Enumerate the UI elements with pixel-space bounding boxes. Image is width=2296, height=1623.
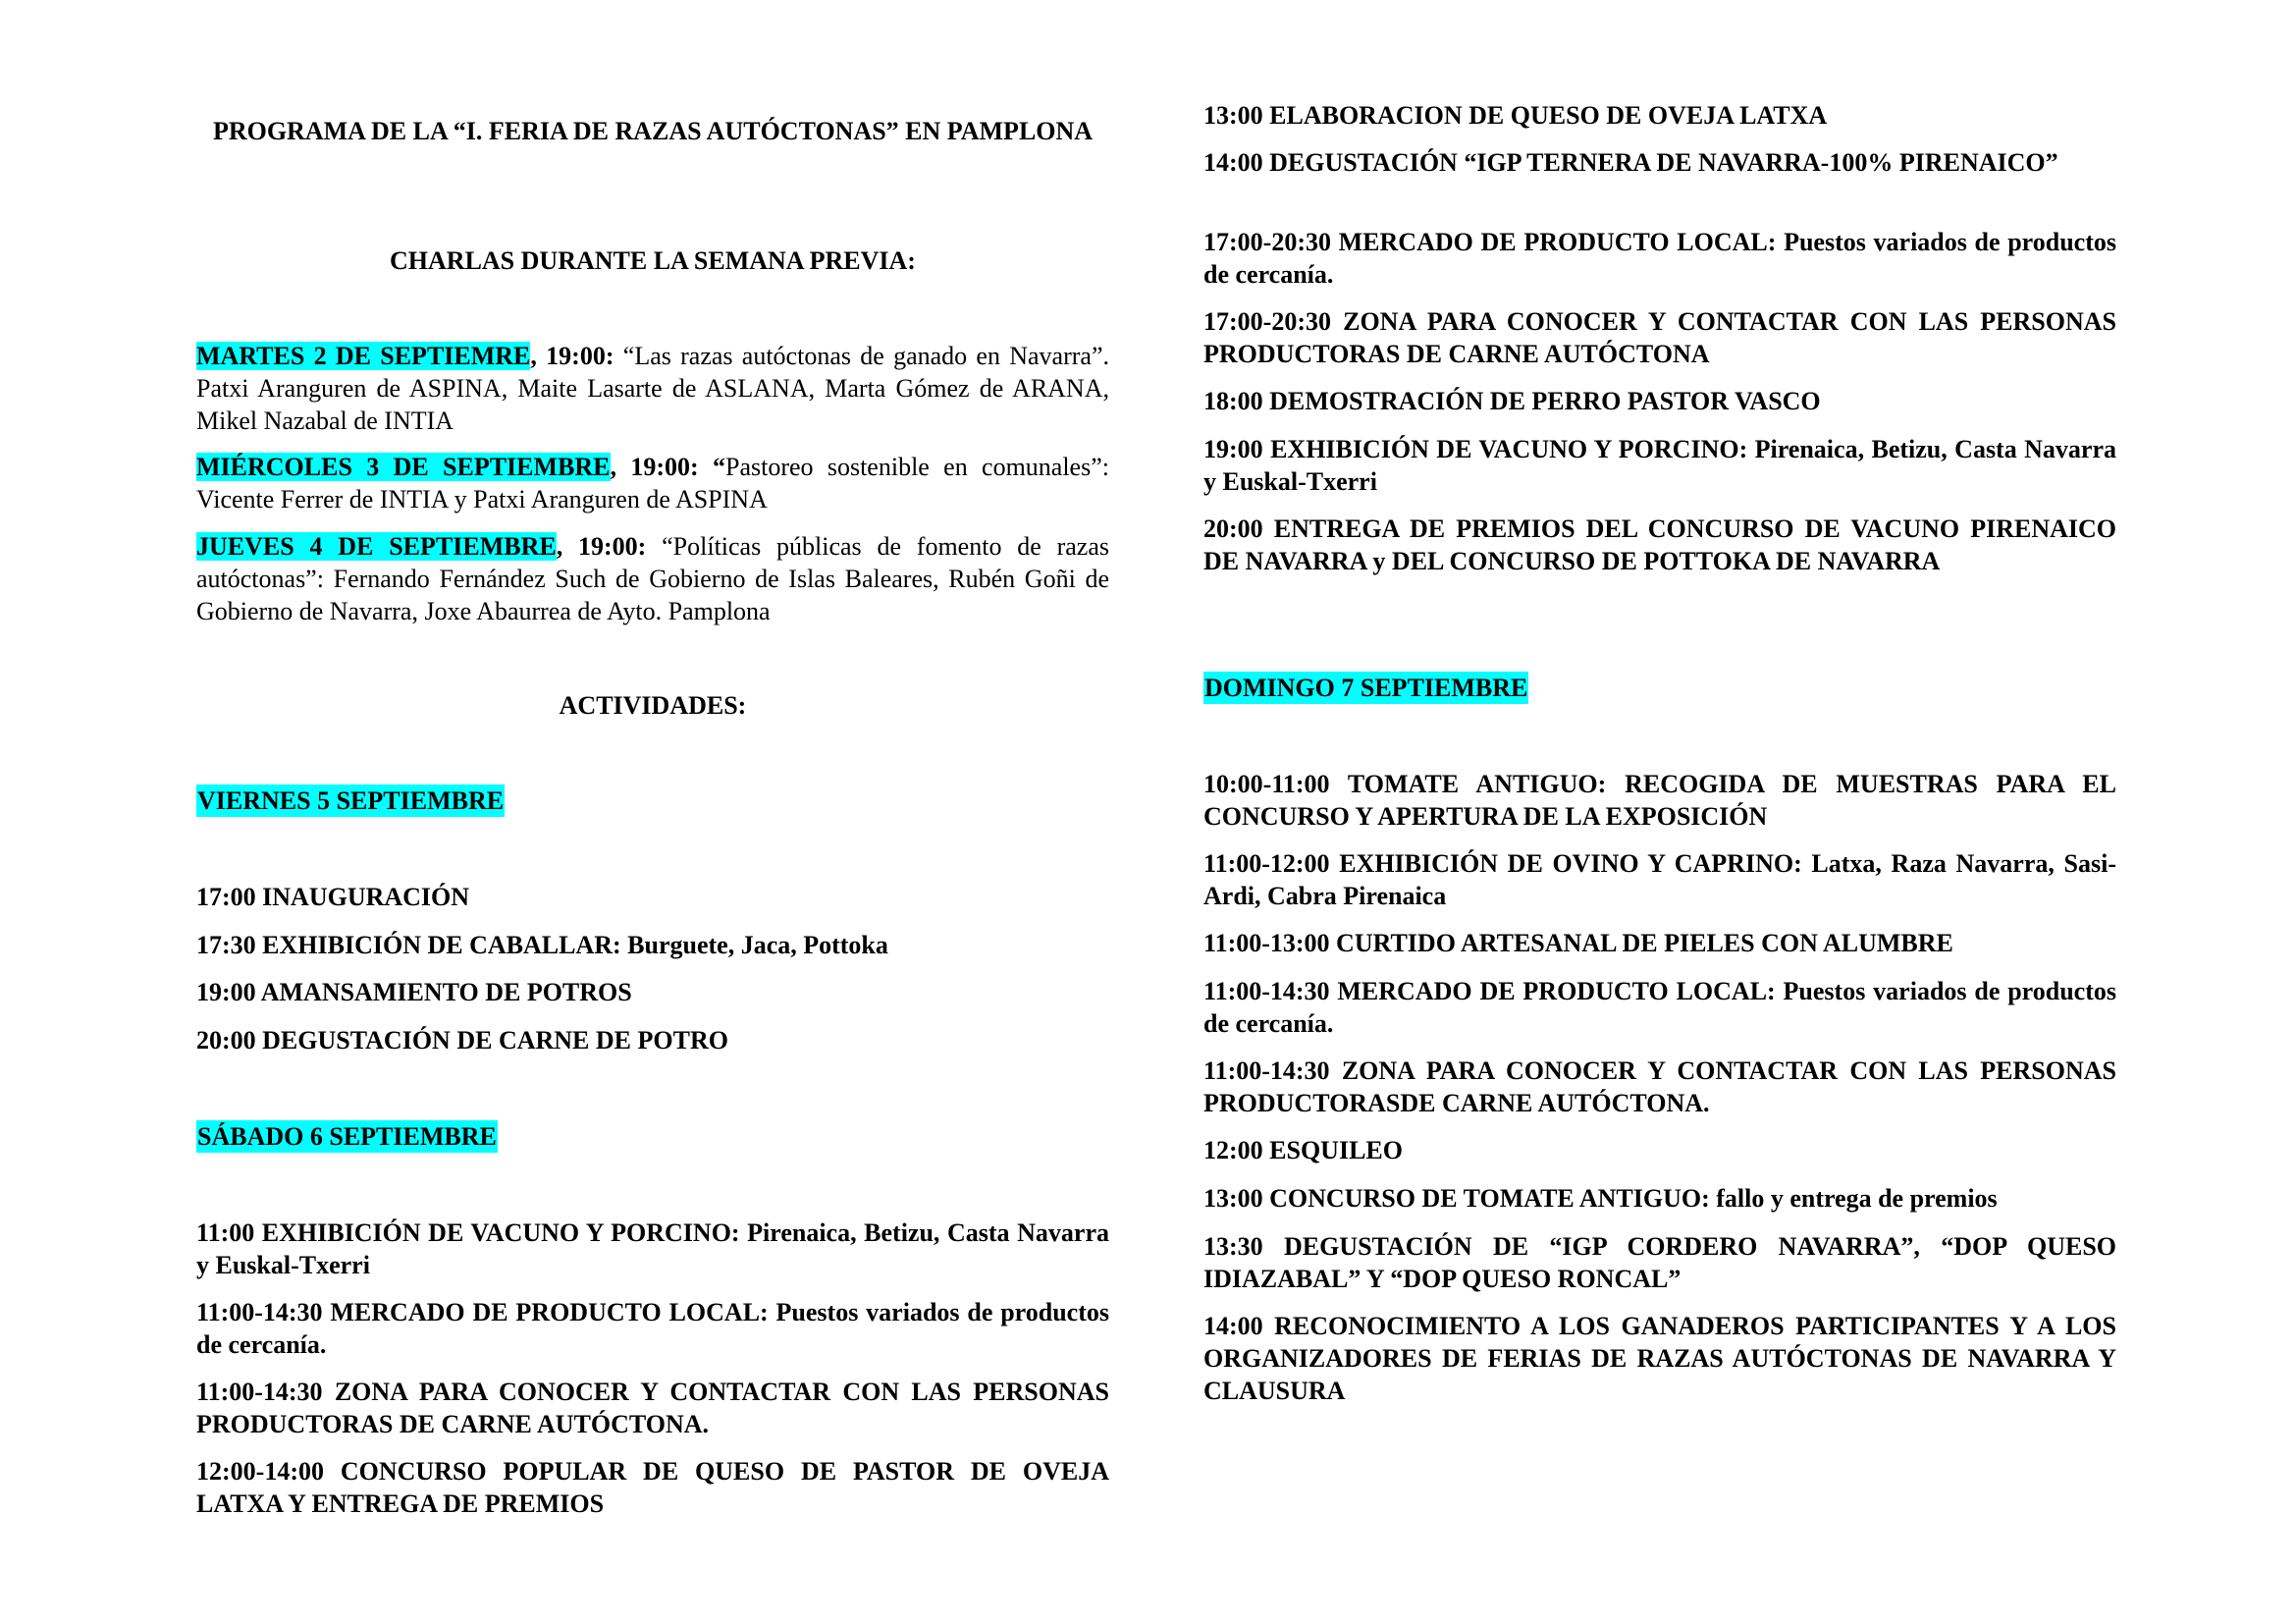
list-item: 18:00 DEMOSTRACIÓN DE PERRO PASTOR VASCO	[1203, 387, 1821, 415]
list-item: 11:00-14:30 MERCADO DE PRODUCTO LOCAL: Puestos variados de productos de cercanía.	[196, 1298, 1109, 1359]
list-item: 17:00-20:30 ZONA PARA CONOCER Y CONTACTAR CON LAS PERSONAS PRODUCTORAS DE CARNE AUTÓCTONA	[1203, 307, 2116, 368]
list-item: 11:00-14:30 ZONA PARA CONOCER Y CONTACTAR CON LAS PERSONAS PRODUCTORAS DE CARNE AUTÓCTONA.	[196, 1378, 1109, 1438]
list-item: 13:30 DEGUSTACIÓN DE “IGP CORDERO NAVARRA”, “DOP QUESO IDIAZABAL” Y “DOP QUESO RONCAL”	[1203, 1232, 2116, 1293]
list-item: 17:30 EXHIBICIÓN DE CABALLAR: Burguete, Jaca, Pottoka	[196, 931, 888, 959]
talk-time: , 19:00:	[556, 532, 647, 561]
list-item: 20:00 ENTREGA DE PREMIOS DEL CONCURSO DE VACUNO PIRENAICO DE NAVARRA y DEL CONCURSO DE POTTOKA DE NAVARRA	[1203, 514, 2116, 575]
list-item: 10:00-11:00 TOMATE ANTIGUO: RECOGIDA DE MUESTRAS PARA EL CONCURSO Y APERTURA DE LA EXPOSICIÓN	[1203, 770, 2116, 831]
talk-day-label: MARTES 2 DE SEPTIEMRE	[196, 342, 531, 370]
list-item: 12:00 ESQUILEO	[1203, 1136, 1403, 1164]
talk-day-label: JUEVES 4 DE SEPTIEMBRE	[196, 532, 557, 561]
talk-text: “Políticas públicas de fomento de razas autóctonas”: Fernando Fernández Such de Gobierno de Islas Baleares, Rubén Goñi de Gobierno de Navarra, Joxe Abaurrea de Ayto. Pamplona	[196, 532, 1109, 625]
list-item: 11:00-12:00 EXHIBICIÓN DE OVINO Y CAPRINO: Latxa, Raza Navarra, Sasi-Ardi, Cabra Pirenaica	[1203, 849, 2116, 910]
list-item: 11:00 EXHIBICIÓN DE VACUNO Y PORCINO: Pirenaica, Betizu, Casta Navarra y Euskal-Txerri	[196, 1218, 1109, 1279]
list-item: 19:00 EXHIBICIÓN DE VACUNO Y PORCINO: Pirenaica, Betizu, Casta Navarra y Euskal-Txerri	[1203, 435, 2116, 496]
list-item: 13:00 ELABORACION DE QUESO DE OVEJA LATXA	[1203, 101, 1828, 130]
talk-tuesday	[196, 340, 1109, 437]
list-item: 14:00 RECONOCIMIENTO A LOS GANADEROS PARTICIPANTES Y A LOS ORGANIZADORES DE FERIAS DE RAZAS AUTÓCTONAS DE NAVARRA Y CLAUSURA	[1203, 1312, 2116, 1405]
list-item: 11:00-14:30 ZONA PARA CONOCER Y CONTACTAR CON LAS PERSONAS PRODUCTORASDE CARNE AUTÓCTONA.	[1203, 1056, 2116, 1117]
talk-text: Pastoreo sostenible en comunales”: Vicente Ferrer de INTIA y Patxi Aranguren de ASPINA	[196, 453, 1109, 514]
friday-label-row	[196, 784, 1109, 817]
list-item: 11:00-14:30 MERCADO DE PRODUCTO LOCAL: Puestos variados de productos de cercanía.	[1203, 977, 2116, 1038]
day-label-saturday: SÁBADO 6 SEPTIEMBRE	[197, 1122, 497, 1151]
talk-time: , 19:00: “	[610, 453, 725, 481]
day-label-friday: VIERNES 5 SEPTIEMBRE	[197, 786, 505, 815]
talk-time: , 19:00:	[530, 342, 614, 370]
day-label-sunday: DOMINGO 7 SEPTIEMBRE	[1204, 674, 1528, 702]
talk-wednesday	[196, 451, 1109, 515]
list-item: 17:00 INAUGURACIÓN	[196, 883, 470, 911]
page-title: PROGRAMA DE LA “I. FERIA DE RAZAS AUTÓCTONAS” EN PAMPLONA	[212, 117, 1094, 145]
list-item: 20:00 DEGUSTACIÓN DE CARNE DE POTRO	[196, 1026, 728, 1055]
talk-day-label: MIÉRCOLES 3 DE SEPTIEMBRE	[196, 453, 611, 481]
activities-heading: ACTIVIDADES:	[559, 691, 747, 720]
list-item: 17:00-20:30 MERCADO DE PRODUCTO LOCAL: Puestos variados de productos de cercanía.	[1203, 228, 2116, 289]
list-item: 19:00 AMANSAMIENTO DE POTROS	[196, 978, 632, 1006]
talk-text: “Las razas autóctonas de ganado en Navarra”. Patxi Aranguren de ASPINA, Maite Lasarte de ASLANA, Marta Gómez de ARANA, Mikel Nazabal de INTIA	[196, 342, 1109, 435]
saturday-label-row	[196, 1120, 1109, 1153]
talk-thursday	[196, 530, 1109, 627]
list-item: 14:00 DEGUSTACIÓN “IGP TERNERA DE NAVARRA-100% PIRENAICO”	[1203, 148, 2058, 177]
list-item: 12:00-14:00 CONCURSO POPULAR DE QUESO DE PASTOR DE OVEJA LATXA Y ENTREGA DE PREMIOS	[196, 1457, 1109, 1518]
charlas-heading: CHARLAS DURANTE LA SEMANA PREVIA:	[390, 246, 916, 275]
sunday-label-row	[1203, 672, 2116, 704]
list-item: 13:00 CONCURSO DE TOMATE ANTIGUO: fallo y entrega de premios	[1203, 1184, 1998, 1213]
list-item: 11:00-13:00 CURTIDO ARTESANAL DE PIELES CON ALUMBRE	[1203, 929, 1953, 957]
